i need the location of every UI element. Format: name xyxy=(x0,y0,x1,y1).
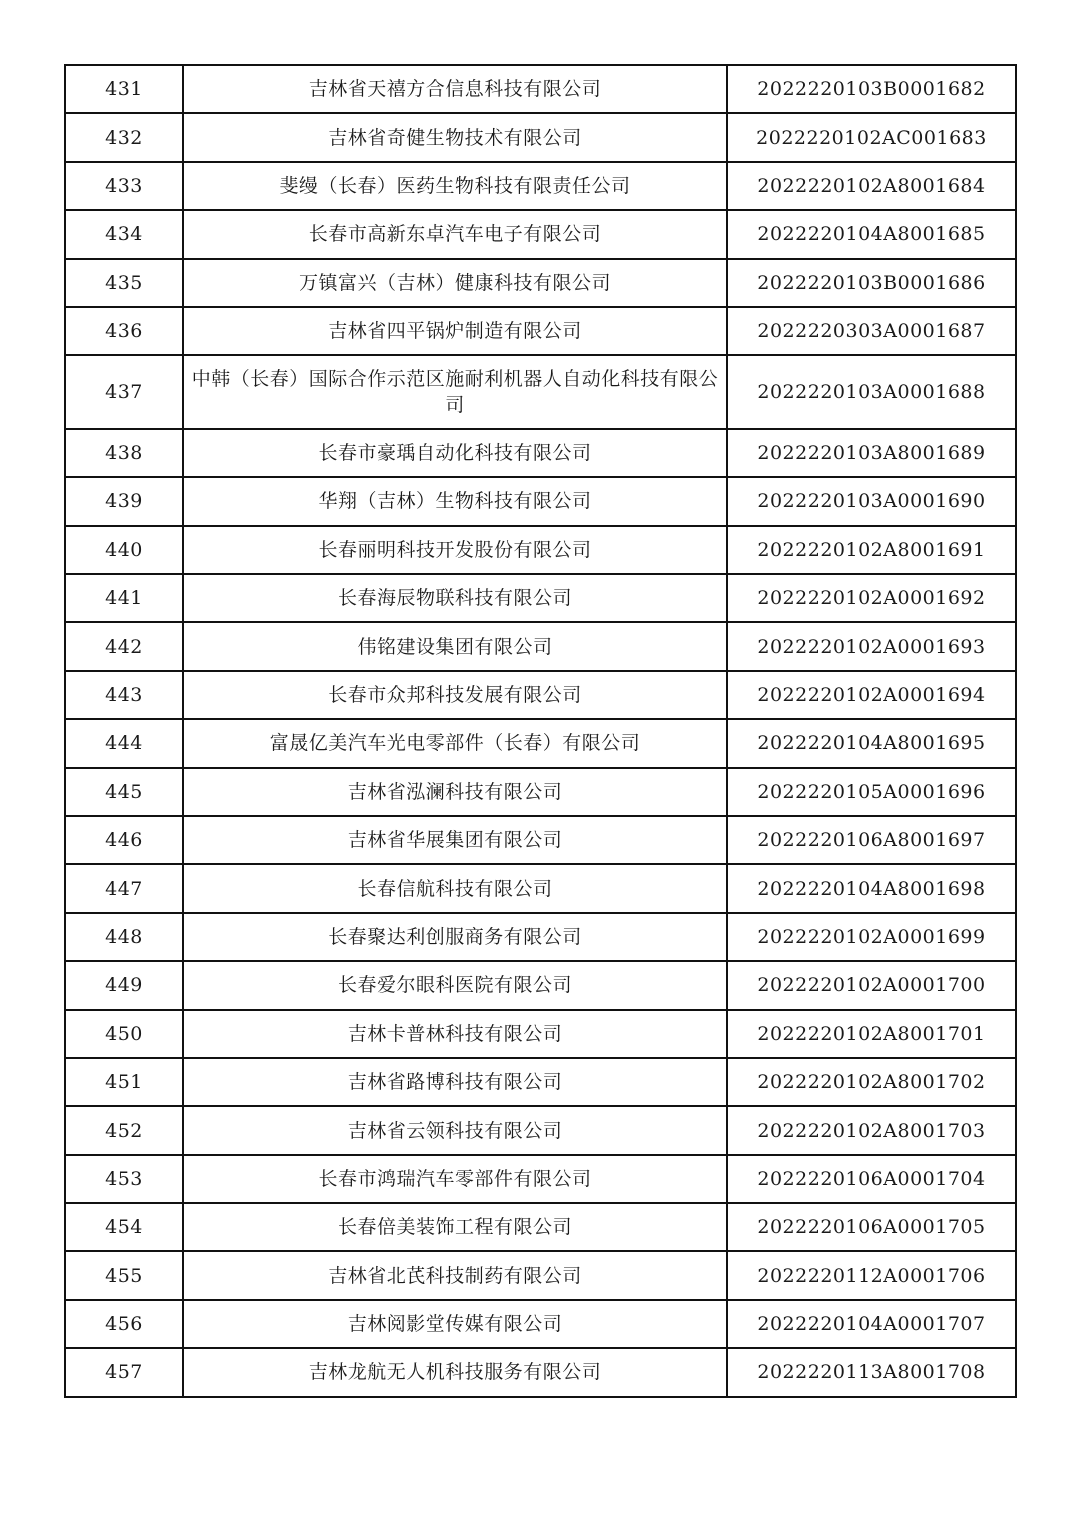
table-row xyxy=(65,622,1016,670)
company-name: 富晟亿美汽车光电零部件（长春）有限公司 xyxy=(183,719,727,767)
row-number: 432 xyxy=(65,113,183,161)
registration-code: 2022220104A8001698 xyxy=(727,864,1016,912)
registration-code: 2022220102A8001702 xyxy=(727,1058,1016,1106)
table-row xyxy=(65,574,1016,622)
table-row xyxy=(65,768,1016,816)
company-name: 万镇富兴（吉林）健康科技有限公司 xyxy=(183,259,727,307)
registration-code: 2022220102A8001691 xyxy=(727,526,1016,574)
row-number: 435 xyxy=(65,259,183,307)
row-number: 456 xyxy=(65,1300,183,1348)
table-row xyxy=(65,526,1016,574)
company-name: 伟铭建设集团有限公司 xyxy=(183,622,727,670)
company-name: 长春市豪瑀自动化科技有限公司 xyxy=(183,429,727,477)
table-row xyxy=(65,113,1016,161)
table-row xyxy=(65,719,1016,767)
company-name: 吉林龙航无人机科技服务有限公司 xyxy=(183,1348,727,1396)
company-name: 长春海辰物联科技有限公司 xyxy=(183,574,727,622)
company-name: 吉林省北芪科技制药有限公司 xyxy=(183,1251,727,1299)
table-row xyxy=(65,1348,1016,1396)
table-row xyxy=(65,210,1016,258)
company-name: 长春丽明科技开发股份有限公司 xyxy=(183,526,727,574)
registration-code: 2022220103B0001686 xyxy=(727,259,1016,307)
row-number: 434 xyxy=(65,210,183,258)
registration-code: 2022220104A8001685 xyxy=(727,210,1016,258)
company-name: 吉林省泓澜科技有限公司 xyxy=(183,768,727,816)
row-number: 444 xyxy=(65,719,183,767)
company-registry-table xyxy=(64,64,1017,1398)
company-name: 吉林省奇健生物技术有限公司 xyxy=(183,113,727,161)
registration-code: 2022220103A0001688 xyxy=(727,355,1016,429)
table-row xyxy=(65,961,1016,1009)
row-number: 431 xyxy=(65,65,183,113)
row-number: 449 xyxy=(65,961,183,1009)
row-number: 447 xyxy=(65,864,183,912)
registry-table-body xyxy=(65,65,1016,1397)
registration-code: 2022220102AC001683 xyxy=(727,113,1016,161)
row-number: 436 xyxy=(65,307,183,355)
row-number: 438 xyxy=(65,429,183,477)
registration-code: 2022220106A8001697 xyxy=(727,816,1016,864)
registration-code: 2022220105A0001696 xyxy=(727,768,1016,816)
row-number: 441 xyxy=(65,574,183,622)
company-name: 吉林省路博科技有限公司 xyxy=(183,1058,727,1106)
company-name: 长春市众邦科技发展有限公司 xyxy=(183,671,727,719)
row-number: 452 xyxy=(65,1106,183,1154)
company-name: 长春爱尔眼科医院有限公司 xyxy=(183,961,727,1009)
table-row xyxy=(65,1203,1016,1251)
registration-code: 2022220112A0001706 xyxy=(727,1251,1016,1299)
company-name: 长春信航科技有限公司 xyxy=(183,864,727,912)
table-row xyxy=(65,355,1016,429)
company-name: 吉林省华展集团有限公司 xyxy=(183,816,727,864)
row-number: 455 xyxy=(65,1251,183,1299)
row-number: 448 xyxy=(65,913,183,961)
row-number: 437 xyxy=(65,355,183,429)
row-number: 443 xyxy=(65,671,183,719)
table-row xyxy=(65,1300,1016,1348)
registration-code: 2022220113A8001708 xyxy=(727,1348,1016,1396)
table-row xyxy=(65,307,1016,355)
table-row xyxy=(65,65,1016,113)
registration-code: 2022220103B0001682 xyxy=(727,65,1016,113)
table-row xyxy=(65,429,1016,477)
row-number: 433 xyxy=(65,162,183,210)
table-row xyxy=(65,913,1016,961)
row-number: 439 xyxy=(65,477,183,525)
row-number: 454 xyxy=(65,1203,183,1251)
registration-code: 2022220103A8001689 xyxy=(727,429,1016,477)
registration-code: 2022220103A0001690 xyxy=(727,477,1016,525)
company-name: 长春倍美装饰工程有限公司 xyxy=(183,1203,727,1251)
company-name: 长春市高新东卓汽车电子有限公司 xyxy=(183,210,727,258)
table-row xyxy=(65,259,1016,307)
table-row xyxy=(65,864,1016,912)
company-name: 吉林省四平锅炉制造有限公司 xyxy=(183,307,727,355)
company-name: 吉林卡普林科技有限公司 xyxy=(183,1010,727,1058)
table-row xyxy=(65,1010,1016,1058)
registration-code: 2022220106A0001705 xyxy=(727,1203,1016,1251)
row-number: 440 xyxy=(65,526,183,574)
table-row xyxy=(65,1155,1016,1203)
registration-code: 2022220106A0001704 xyxy=(727,1155,1016,1203)
company-name: 斐缦（长春）医药生物科技有限责任公司 xyxy=(183,162,727,210)
registration-code: 2022220102A0001692 xyxy=(727,574,1016,622)
row-number: 457 xyxy=(65,1348,183,1396)
row-number: 453 xyxy=(65,1155,183,1203)
row-number: 442 xyxy=(65,622,183,670)
table-row xyxy=(65,671,1016,719)
registration-code: 2022220102A0001694 xyxy=(727,671,1016,719)
company-name: 吉林阅影堂传媒有限公司 xyxy=(183,1300,727,1348)
company-name: 中韩（长春）国际合作示范区施耐利机器人自动化科技有限公司 xyxy=(183,355,727,429)
registration-code: 2022220102A0001693 xyxy=(727,622,1016,670)
table-row xyxy=(65,477,1016,525)
registration-code: 2022220102A8001684 xyxy=(727,162,1016,210)
registration-code: 2022220102A8001701 xyxy=(727,1010,1016,1058)
registration-code: 2022220102A8001703 xyxy=(727,1106,1016,1154)
table-row xyxy=(65,1106,1016,1154)
registration-code: 2022220104A8001695 xyxy=(727,719,1016,767)
table-row xyxy=(65,1058,1016,1106)
registration-code: 2022220102A0001699 xyxy=(727,913,1016,961)
table-row xyxy=(65,816,1016,864)
row-number: 451 xyxy=(65,1058,183,1106)
table-row xyxy=(65,162,1016,210)
company-name: 华翔（吉林）生物科技有限公司 xyxy=(183,477,727,525)
company-name: 吉林省天禧方合信息科技有限公司 xyxy=(183,65,727,113)
registration-code: 2022220303A0001687 xyxy=(727,307,1016,355)
company-name: 长春市鸿瑞汽车零部件有限公司 xyxy=(183,1155,727,1203)
company-name: 吉林省云领科技有限公司 xyxy=(183,1106,727,1154)
company-name: 长春聚达利创服商务有限公司 xyxy=(183,913,727,961)
registration-code: 2022220102A0001700 xyxy=(727,961,1016,1009)
registration-code: 2022220104A0001707 xyxy=(727,1300,1016,1348)
row-number: 445 xyxy=(65,768,183,816)
row-number: 450 xyxy=(65,1010,183,1058)
row-number: 446 xyxy=(65,816,183,864)
table-row xyxy=(65,1251,1016,1299)
